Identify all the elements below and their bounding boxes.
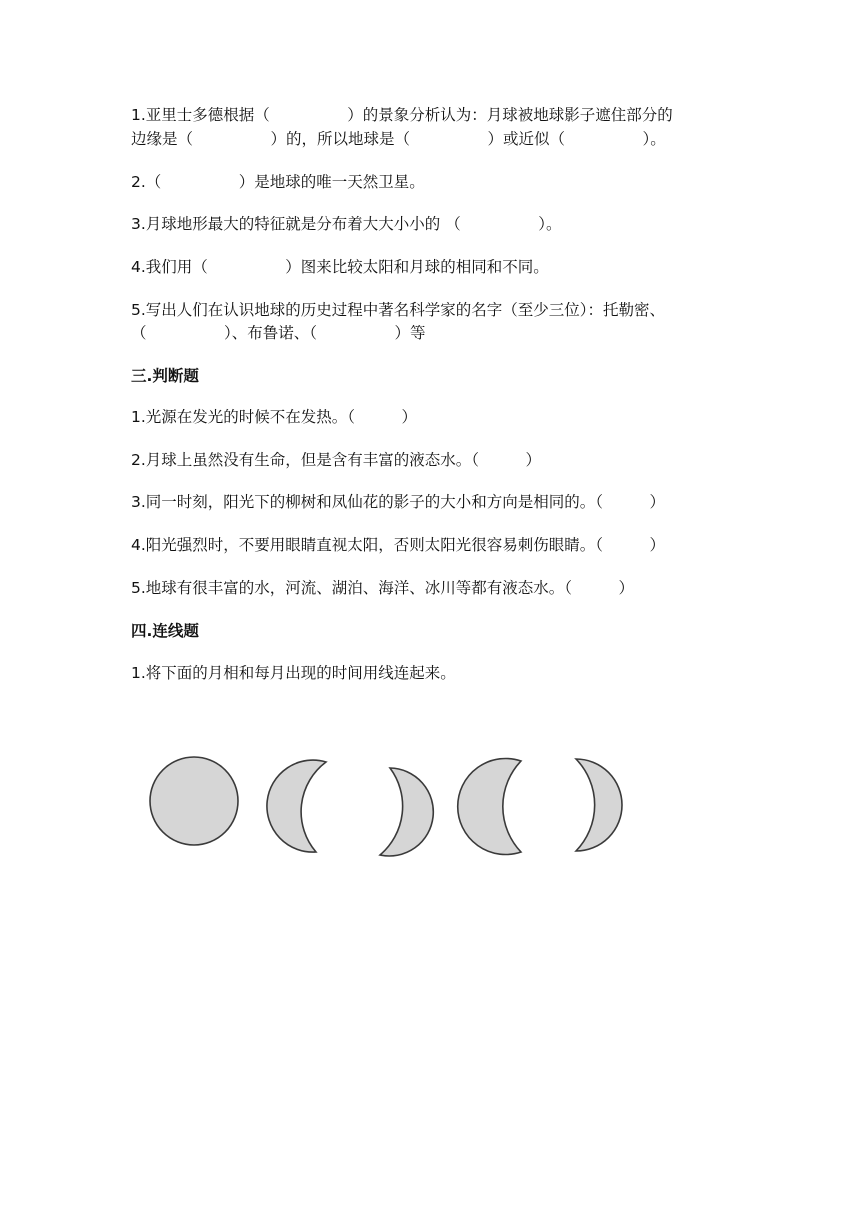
judge-q1: 1.光源在发光的时候不在发热。（ ）: [131, 408, 418, 426]
connect-section-heading: 四.连线题: [131, 622, 199, 640]
fill-blank-q3: 3.月球地形最大的特征就是分布着大大小小的 （ ）。: [131, 215, 562, 233]
judge-q5: 5.地球有很丰富的水，河流、湖泊、海洋、冰川等都有液态水。（ ）: [131, 579, 635, 597]
judge-q3: 3.同一时刻，阳光下的柳树和凤仙花的影子的大小和方向是相同的。（ ）: [131, 493, 666, 511]
waning-crescent-moon-icon: [267, 760, 326, 852]
fill-blank-q2: 2.（ ）是地球的唯一天然卫星。: [131, 173, 425, 191]
full-moon-icon: [150, 757, 238, 845]
judge-section-heading: 三.判断题: [131, 367, 199, 385]
judge-q2: 2.月球上虽然没有生命，但是含有丰富的液态水。（ ）: [131, 451, 542, 469]
fill-blank-q1-line1: 1.亚里士多德根据（ ）的景象分析认为：月球被地球影子遮住部分的: [131, 106, 673, 124]
fill-blank-q5-line2: （ ）、布鲁诺、（ ）等: [131, 324, 426, 342]
thin-waning-crescent-moon-icon: [458, 759, 521, 855]
waxing-crescent-moon-icon: [380, 768, 433, 856]
moon-phases-figure: [140, 748, 640, 868]
thick-waxing-crescent-moon-icon: [576, 759, 622, 851]
judge-q4: 4.阳光强烈时，不要用眼睛直视太阳，否则太阳光很容易刺伤眼睛。（ ）: [131, 536, 666, 554]
fill-blank-q4: 4.我们用（ ）图来比较太阳和月球的相同和不同。: [131, 258, 549, 276]
fill-blank-q5-line1: 5.写出人们在认识地球的历史过程中著名科学家的名字（至少三位）：托勒密、: [131, 301, 666, 319]
connect-q1: 1.将下面的月相和每月出现的时间用线连起来。: [131, 664, 456, 682]
fill-blank-q1-line2: 边缘是（ ）的，所以地球是（ ）或近似（ ）。: [131, 130, 666, 148]
